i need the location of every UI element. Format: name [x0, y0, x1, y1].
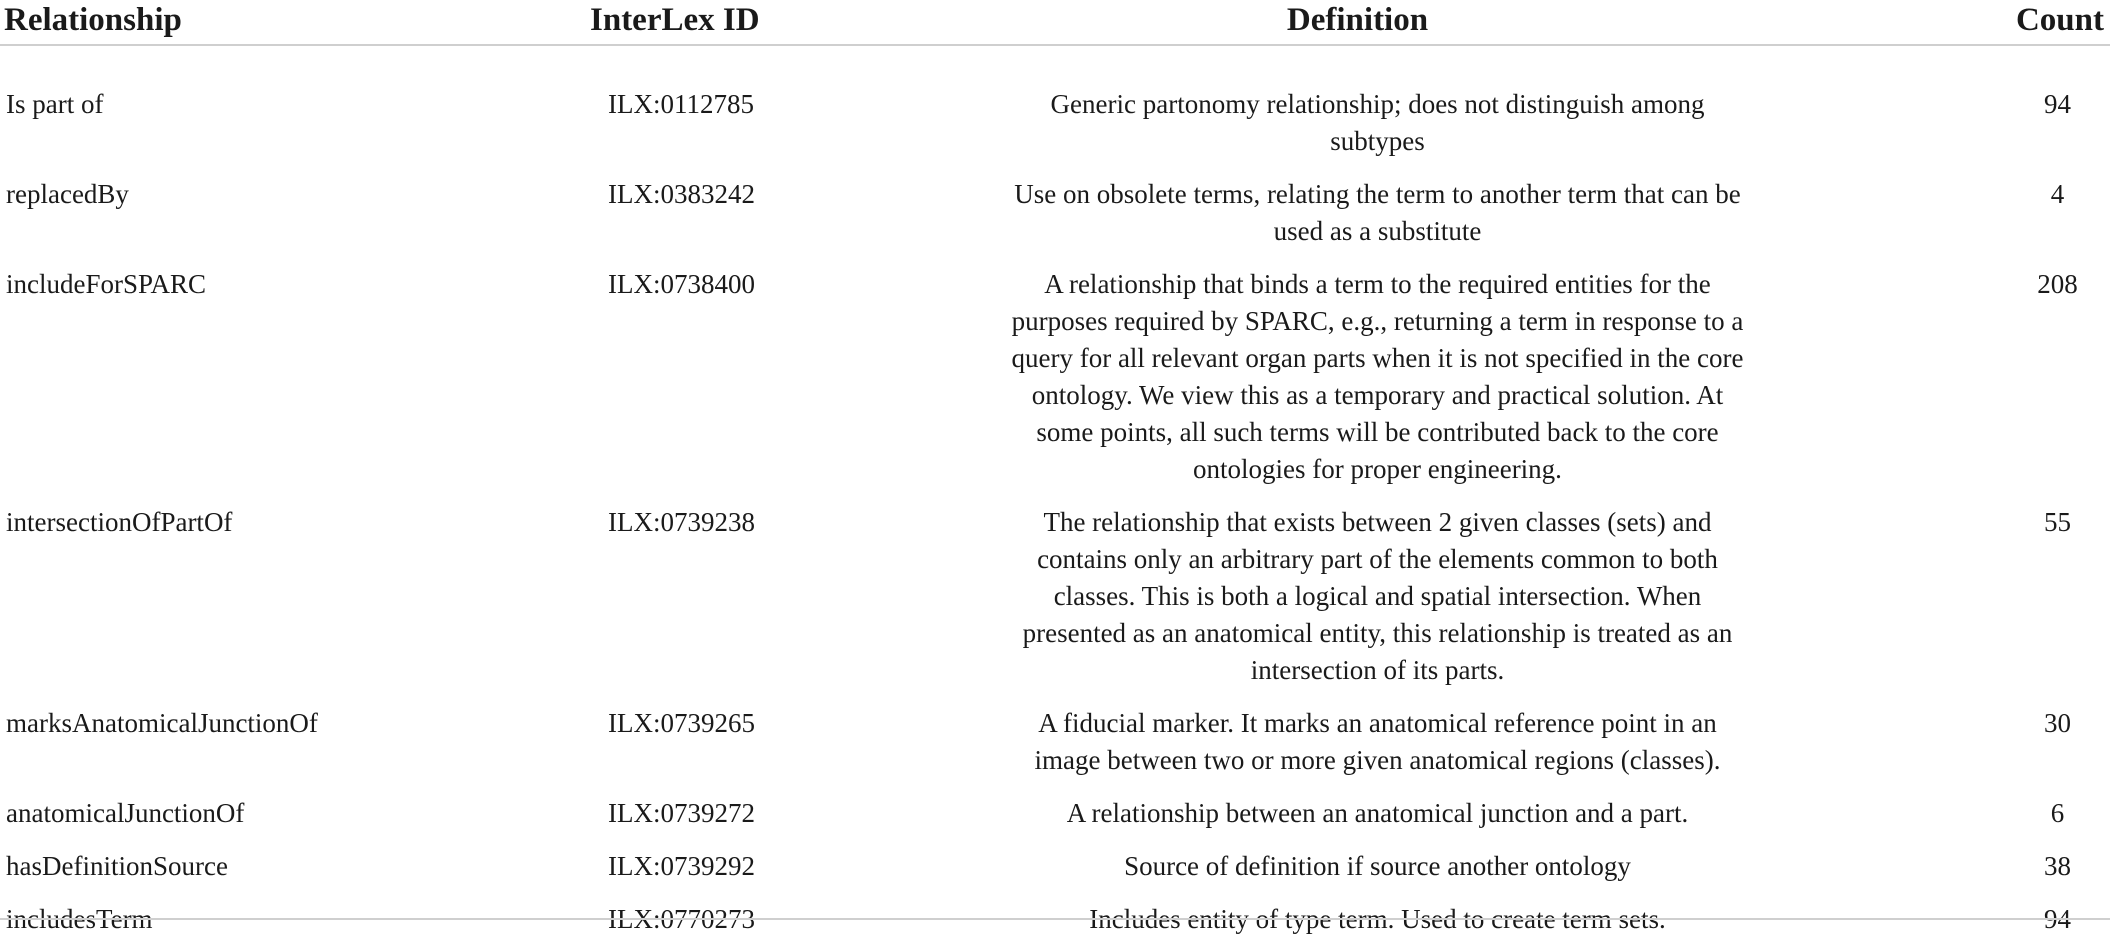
- table-row: [0, 842, 2110, 895]
- cell-count: 30: [2044, 708, 2071, 738]
- cell-relationship: replacedBy: [6, 179, 129, 209]
- cell-count: 94: [2044, 904, 2071, 934]
- cell-interlex-id: ILX:0112785: [608, 89, 754, 119]
- cell-relationship: hasDefinitionSource: [6, 851, 228, 881]
- table-row: [0, 498, 2110, 699]
- table-row: [0, 260, 2110, 498]
- table-bottom-rule: [0, 918, 2110, 920]
- table-row: [0, 170, 2110, 260]
- cell-count: 38: [2044, 851, 2071, 881]
- cell-definition: Includes entity of type term. Used to create term sets.: [1089, 904, 1666, 934]
- cell-interlex-id: ILX:0739292: [608, 851, 755, 881]
- table-row: [0, 699, 2110, 789]
- cell-definition: The relationship that exists between 2 given classes (sets) and contains only an arbitrary part of the elements common to both classes. This is both a logical and spatial intersection. When presented as an anatomical entity, this relationship is treated as an intersection of its parts.: [1022, 507, 1733, 685]
- cell-interlex-id: ILX:0739238: [608, 507, 755, 537]
- cell-definition: A relationship between an anatomical junction and a part.: [1066, 798, 1689, 828]
- table-row: [0, 789, 2110, 842]
- cell-interlex-id: ILX:0738400: [608, 269, 755, 299]
- header-relationship: Relationship: [0, 0, 520, 45]
- cell-count: 55: [2044, 507, 2071, 537]
- cell-definition: Use on obsolete terms, relating the term to another term that can be used as a substitute: [1014, 179, 1741, 246]
- cell-relationship: intersectionOfPartOf: [6, 507, 233, 537]
- cell-interlex-id: ILX:0739272: [608, 798, 755, 828]
- cell-interlex-id: ILX:0383242: [608, 179, 755, 209]
- cell-relationship: anatomicalJunctionOf: [6, 798, 245, 828]
- cell-count: 4: [2050, 179, 2065, 209]
- table-body: [0, 45, 2110, 948]
- header-interlex-id: InterLex ID: [520, 0, 790, 45]
- table-row: [0, 895, 2110, 948]
- cell-count: 208: [2037, 269, 2078, 299]
- cell-interlex-id: ILX:0739265: [608, 708, 755, 738]
- cell-definition: A fiducial marker. It marks an anatomical reference point in an image between two or more given anatomical regions (classes).: [1034, 708, 1721, 775]
- cell-definition: Source of definition if source another ontology: [1124, 851, 1631, 881]
- table-row: [0, 45, 2110, 170]
- cell-definition: Generic partonomy relationship; does not distinguish among subtypes: [1050, 89, 1705, 156]
- cell-count: 6: [2050, 798, 2065, 828]
- cell-definition: A relationship that binds a term to the required entities for the purposes required by SPARC, e.g., returning a term in response to a query for all relevant organ parts when it is not specified in the core ontology. We view this as a temporary and practical solution. At some points, all such terms will be contributed back to the core ontologies for proper engineering.: [1011, 269, 1744, 484]
- header-definition: Definition: [790, 0, 1925, 45]
- cell-relationship: Is part of: [6, 89, 104, 119]
- cell-interlex-id: ILX:0770273: [608, 904, 755, 934]
- header-count: Count: [1925, 0, 2110, 45]
- cell-relationship: marksAnatomicalJunctionOf: [6, 708, 318, 738]
- table-header: [0, 0, 2110, 45]
- cell-relationship: includesTerm: [6, 904, 153, 934]
- header-row: [0, 0, 2110, 45]
- cell-relationship: includeForSPARC: [6, 269, 207, 299]
- cell-count: 94: [2044, 89, 2071, 119]
